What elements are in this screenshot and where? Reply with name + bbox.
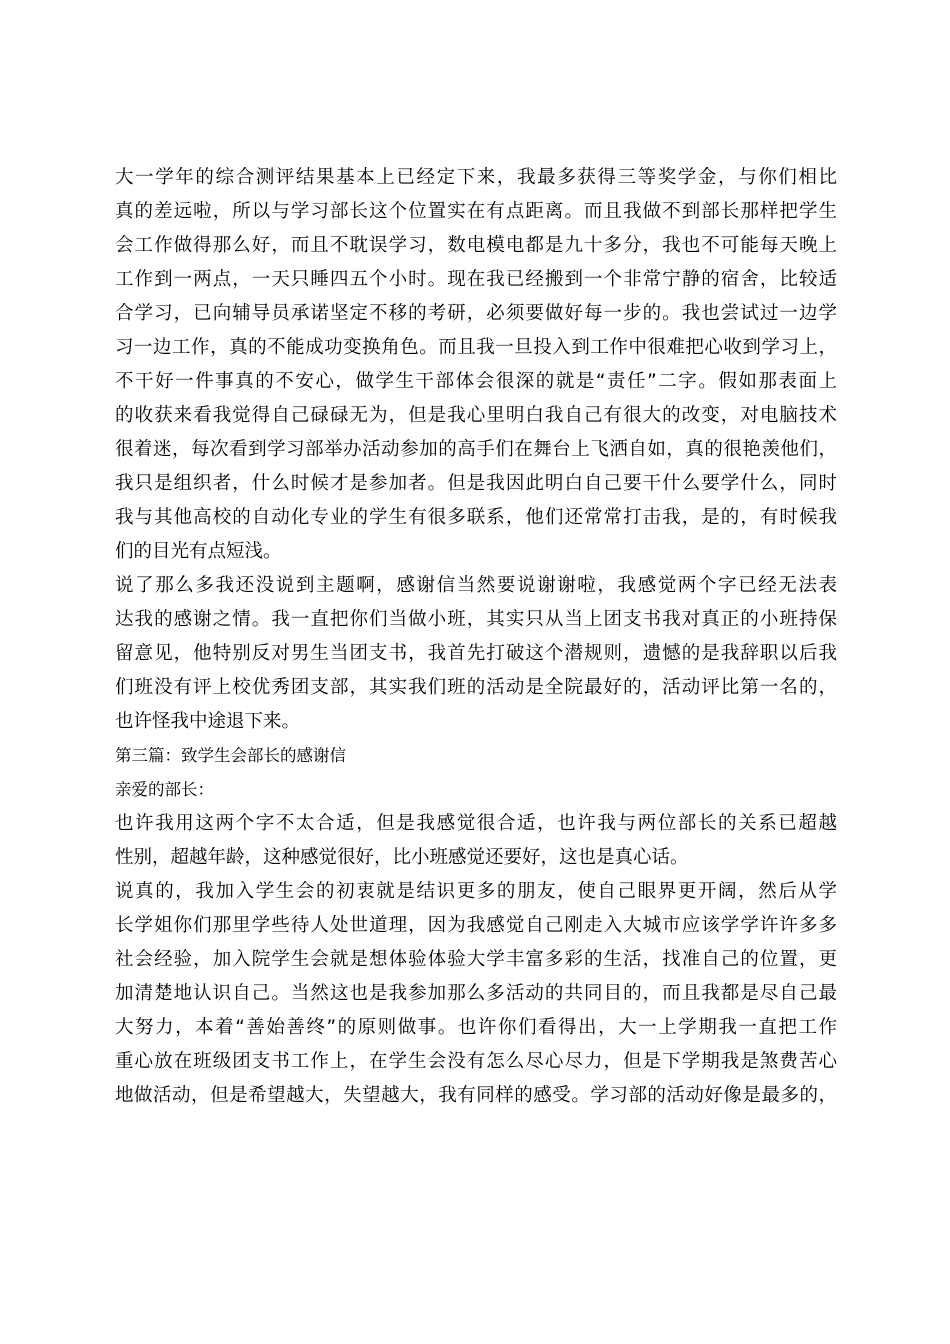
text-line: 们班没有评上校优秀团支部，其实我们班的活动是全院最好的，活动评比第一名的，	[115, 677, 837, 698]
text-line: 重心放在班级团支书工作上，在学生会没有怎么尽心尽力，但是下学期我是煞费苦心	[115, 1051, 837, 1072]
salutation	[115, 773, 837, 807]
section-heading	[115, 739, 837, 773]
paragraph-4	[115, 875, 837, 1113]
text-line: 的收获来看我觉得自己碌碌无为，但是我心里明白我自己有很大的改变，对电脑技术	[115, 405, 837, 426]
text-line: 留意见，他特别反对男生当团支书，我首先打破这个潜规则，遗憾的是我辞职以后我	[115, 643, 837, 664]
salutation-line: 亲爱的部长：	[115, 780, 214, 799]
text-line: 地做活动，但是希望越大，失望越大，我有同样的感受。学习部的活动好像是最多的，	[115, 1085, 837, 1106]
text-line: 我与其他高校的自动化专业的学生有很多联系，他们还常常打击我，是的，有时候我	[115, 507, 837, 528]
text-line: 我只是组织者，什么时候才是参加者。但是我因此明白自己要干什么要学什么，同时	[115, 473, 837, 494]
text-line: 大努力，本着“善始善终”的原则做事。也许你们看得出，大一上学期我一直把工作	[115, 1017, 837, 1038]
paragraph-1	[115, 161, 837, 569]
text-line: 合学习，已向辅导员承诺坚定不移的考研，必须要做好每一步的。我也尝试过一边学	[115, 303, 837, 324]
text-line: 达我的感谢之情。我一直把你们当做小班，其实只从当上团支书我对真正的小班持保	[115, 609, 837, 630]
text-line: 工作到一两点，一天只睡四五个小时。现在我已经搬到一个非常宁静的宿舍，比较适	[115, 269, 837, 290]
text-line: 说真的，我加入学生会的初衷就是结识更多的朋友，使自己眼界更开阔，然后从学	[115, 881, 837, 902]
paragraph-3	[115, 807, 837, 875]
text-line: 性别，超越年龄，这种感觉很好，比小班感觉还要好，这也是真心话。	[115, 847, 689, 868]
text-line: 也许怪我中途退下来。	[115, 711, 301, 732]
text-line: 真的差远啦，所以与学习部长这个位置实在有点距离。而且我做不到部长那样把学生	[115, 201, 837, 222]
text-line: 也许我用这两个字不太合适，但是我感觉很合适，也许我与两位部长的关系已超越	[115, 813, 837, 834]
paragraph-2	[115, 569, 837, 739]
heading-line: 第三篇：致学生会部长的感谢信	[115, 746, 346, 765]
text-line: 们的目光有点短浅。	[115, 541, 282, 562]
text-line: 加清楚地认识自己。当然这也是我参加那么多活动的共同目的，而且我都是尽自己最	[115, 983, 837, 1004]
text-line: 会工作做得那么好，而且不耽误学习，数电模电都是九十多分，我也不可能每天晚上	[115, 235, 837, 256]
text-line: 习一边工作，真的不能成功变换角色。而且我一旦投入到工作中很难把心收到学习上，	[115, 337, 837, 358]
text-line: 说了那么多我还没说到主题啊，感谢信当然要说谢谢啦，我感觉两个字已经无法表	[115, 575, 837, 596]
text-line: 社会经验，加入院学生会就是想体验体验大学丰富多彩的生活，找准自己的位置，更	[115, 949, 837, 970]
document-body	[115, 161, 837, 1113]
text-line: 不干好一件事真的不安心，做学生干部体会很深的就是“责任”二字。假如那表面上	[115, 371, 837, 392]
text-line: 很着迷，每次看到学习部举办活动参加的高手们在舞台上飞洒自如，真的很艳羡他们，	[115, 439, 837, 460]
text-line: 大一学年的综合测评结果基本上已经定下来，我最多获得三等奖学金，与你们相比	[115, 167, 837, 188]
text-line: 长学姐你们那里学些待人处世道理，因为我感觉自己刚走入大城市应该学学许许多多	[115, 915, 837, 936]
